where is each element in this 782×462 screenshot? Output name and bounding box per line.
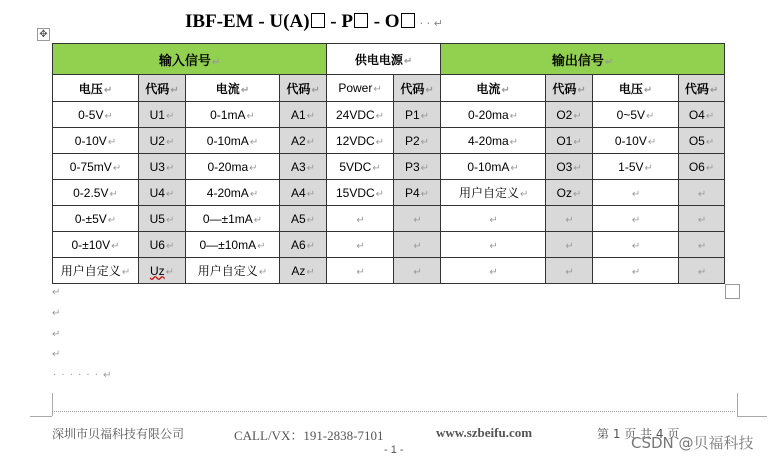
paragraph-mark-icon: ↵: [52, 329, 61, 340]
col-header: 电流↵: [441, 75, 546, 102]
table-cell: ↵: [327, 232, 394, 258]
group-header-row: [53, 44, 725, 75]
checkbox-icon: [401, 13, 415, 28]
table-cell: 0-10V↵: [593, 128, 679, 154]
col-header: 代码↵: [546, 75, 593, 102]
table-row: [53, 128, 725, 154]
checkbox-icon: [354, 13, 368, 28]
table-cell: 用户自定义↵: [53, 258, 139, 284]
table-resize-handle[interactable]: [725, 284, 740, 299]
col-header: 代码↵: [679, 75, 725, 102]
group-header-power: 供电电源↵: [327, 44, 441, 75]
paragraph-mark-icon: ↵: [52, 349, 61, 360]
table-cell: 1-5V↵: [593, 154, 679, 180]
table-cell: U4↵: [139, 180, 186, 206]
table-cell: A6↵: [280, 232, 327, 258]
table-row: [53, 180, 725, 206]
table-cell: O5↵: [679, 128, 725, 154]
table-cell: 24VDC↵: [327, 102, 394, 128]
table-cell: ↵: [394, 206, 441, 232]
col-header: Power↵: [327, 75, 394, 102]
table-cell: ↵: [679, 180, 725, 206]
table-cell: ↵: [679, 258, 725, 284]
table-cell: 用户自定义↵: [186, 258, 280, 284]
table-cell: ↵: [593, 180, 679, 206]
table-cell: U5↵: [139, 206, 186, 232]
table-cell: ↵: [593, 258, 679, 284]
table-cell: A1↵: [280, 102, 327, 128]
paragraph-mark-icon: · · ↵: [419, 17, 443, 30]
table-cell: O6↵: [679, 154, 725, 180]
table-cell: ↵: [593, 232, 679, 258]
table-cell: P2↵: [394, 128, 441, 154]
table-cell: ↵: [441, 206, 546, 232]
table-row: [53, 258, 725, 284]
table-cell: 0-10V↵: [53, 128, 139, 154]
table-cell: ↵: [679, 206, 725, 232]
document-title: IBF-EM - U(A) - P - O · · ↵: [185, 11, 443, 32]
table-cell: P1↵: [394, 102, 441, 128]
checkbox-icon: [311, 13, 325, 28]
table-cell: 0—±1mA↵: [186, 206, 280, 232]
table-cell: 用户自定义↵: [441, 180, 546, 206]
table-cell: 0~5V↵: [593, 102, 679, 128]
table-cell: ↵: [394, 232, 441, 258]
table-cell: A3↵: [280, 154, 327, 180]
table-move-handle-icon[interactable]: ✥: [37, 28, 50, 41]
table-row: [53, 232, 725, 258]
footer-contact: CALL/VX：191-2838-7101: [234, 428, 384, 443]
table-cell: 0—±10mA↵: [186, 232, 280, 258]
footer-page-info: 第 1 页 共 4 页: [597, 427, 680, 441]
col-header: 代码↵: [139, 75, 186, 102]
paragraph-mark-icon: · · · · · · ↵: [53, 370, 113, 381]
table-cell: 0-1mA↵: [186, 102, 280, 128]
table-cell: 0-2.5V↵: [53, 180, 139, 206]
table-cell: 0-20ma↵: [186, 154, 280, 180]
table-row: [53, 154, 725, 180]
table-cell: 4-20mA↵: [186, 180, 280, 206]
table-cell: ↵: [546, 258, 593, 284]
table-cell: 4-20ma↵: [441, 128, 546, 154]
table-cell: Uz↵: [139, 258, 186, 284]
group-header-output: 输出信号↵: [441, 44, 725, 75]
table-cell: A4↵: [280, 180, 327, 206]
spec-table: [52, 43, 725, 284]
footer-company: 深圳市贝福科技有限公司: [52, 427, 185, 441]
table-cell: 0-10mA↵: [441, 154, 546, 180]
paragraph-mark-icon: ↵: [52, 308, 61, 319]
table-cell: 0-10mA↵: [186, 128, 280, 154]
footer-website: www.szbeifu.com: [436, 425, 533, 440]
margin-marker: [52, 393, 53, 416]
table-row: [53, 102, 725, 128]
table-cell: U6↵: [139, 232, 186, 258]
table-cell: ↵: [546, 206, 593, 232]
table-cell: O4↵: [679, 102, 725, 128]
table-cell: 0-20ma↵: [441, 102, 546, 128]
col-header: 电压↵: [593, 75, 679, 102]
table-cell: ↵: [441, 258, 546, 284]
table-cell: O1↵: [546, 128, 593, 154]
col-header: 代码↵: [280, 75, 327, 102]
table-row: [53, 206, 725, 232]
table-cell: 0-±5V↵: [53, 206, 139, 232]
table-cell: O2↵: [546, 102, 593, 128]
group-header-input: 输入信号↵: [53, 44, 327, 75]
table-cell: O3↵: [546, 154, 593, 180]
column-header-row: [53, 75, 725, 102]
watermark: CSDN @贝福科技: [631, 434, 754, 452]
table-cell: ↵: [327, 206, 394, 232]
table-cell: 15VDC↵: [327, 180, 394, 206]
table-cell: 12VDC↵: [327, 128, 394, 154]
margin-marker: [737, 393, 738, 416]
table-cell: A2↵: [280, 128, 327, 154]
table-cell: 0-75mV↵: [53, 154, 139, 180]
table-cell: A5↵: [280, 206, 327, 232]
header-footer-divider: [52, 411, 735, 412]
table-cell: ↵: [441, 232, 546, 258]
paragraph-mark-icon: ↵: [52, 287, 61, 298]
table-cell: U2↵: [139, 128, 186, 154]
table-cell: ↵: [394, 258, 441, 284]
table-cell: P3↵: [394, 154, 441, 180]
margin-marker: [30, 416, 52, 417]
margin-marker: [737, 416, 767, 417]
table-cell: ↵: [327, 258, 394, 284]
table-cell: ↵: [546, 232, 593, 258]
table-cell: 5VDC↵: [327, 154, 394, 180]
table-cell: ↵: [593, 206, 679, 232]
page-number: - 1 -: [384, 444, 404, 456]
col-header: 电压↵: [53, 75, 139, 102]
col-header: 代码↵: [394, 75, 441, 102]
table-cell: 0-±10V↵: [53, 232, 139, 258]
table-cell: Oz↵: [546, 180, 593, 206]
table-cell: U1↵: [139, 102, 186, 128]
col-header: 电流↵: [186, 75, 280, 102]
table-cell: Az↵: [280, 258, 327, 284]
table-cell: U3↵: [139, 154, 186, 180]
table-cell: ↵: [679, 232, 725, 258]
table-cell: 0-5V↵: [53, 102, 139, 128]
table-cell: P4↵: [394, 180, 441, 206]
